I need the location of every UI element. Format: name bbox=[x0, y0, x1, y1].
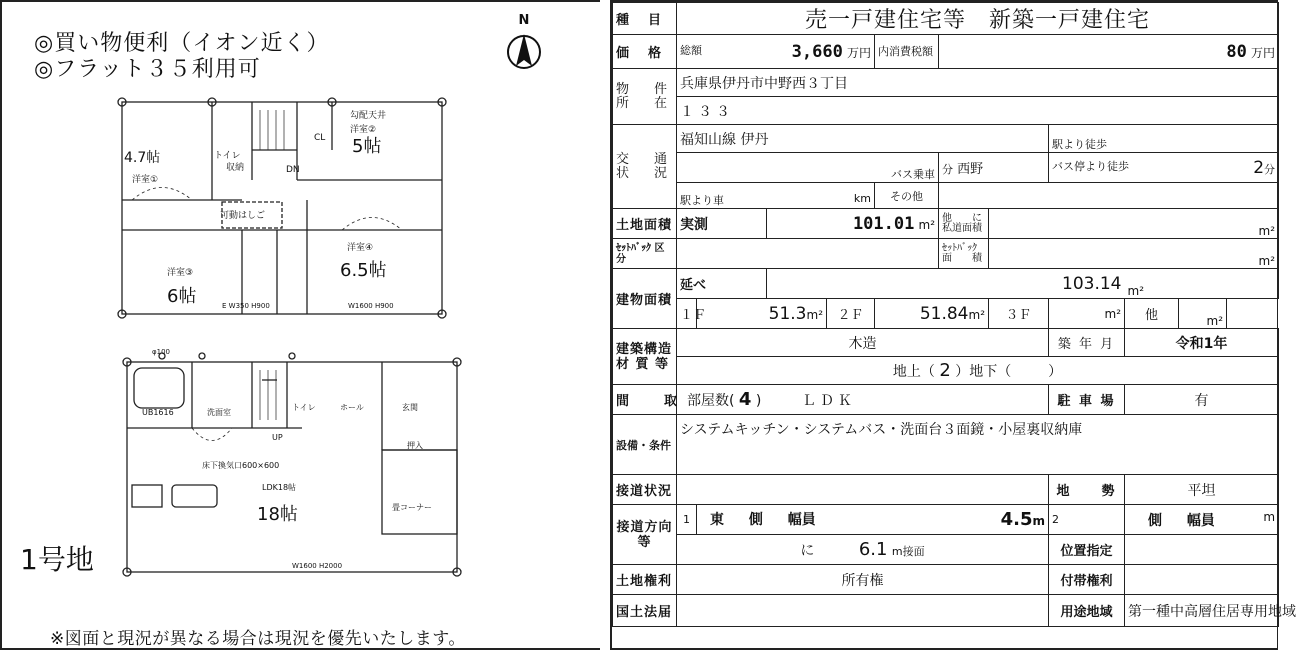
closet-label: 押入 bbox=[407, 441, 423, 450]
ladder-label: 可動はしご bbox=[220, 211, 266, 221]
type-value: 売一戸建住宅等 新築一戸建住宅 bbox=[677, 3, 1279, 35]
other-area-label: 他 bbox=[1125, 299, 1179, 329]
built-value: 令和1年 bbox=[1125, 329, 1279, 357]
built-label: 築 年 月 bbox=[1049, 329, 1125, 357]
upper-storage-label: 収納 bbox=[226, 163, 245, 173]
total-floor-label: 延べ bbox=[677, 269, 767, 299]
rooms-text-b: ) bbox=[755, 393, 762, 409]
setback-label: ｾｯﾄﾊﾞｯｸ 区 分 bbox=[613, 239, 677, 269]
floors-text-c: ） bbox=[1048, 364, 1063, 380]
location-line2: １３３ bbox=[677, 97, 1279, 125]
transport-label: 交 通 状 況 bbox=[613, 125, 677, 209]
row-land bbox=[613, 209, 1279, 239]
line-name: 福知山線 伊丹 bbox=[677, 125, 1049, 153]
row-land-rights bbox=[613, 565, 1279, 595]
row-building-floors bbox=[613, 299, 1279, 329]
up-label: UP bbox=[272, 433, 283, 442]
land-value: 101.01 bbox=[852, 213, 915, 234]
road-width1-unit: m bbox=[1032, 514, 1045, 528]
row-layout bbox=[613, 385, 1279, 415]
lower-floor-plan bbox=[123, 353, 461, 576]
row-type bbox=[613, 3, 1279, 35]
room-d-name: 洋室④ bbox=[347, 243, 374, 253]
lot-number: 1号地 bbox=[20, 543, 94, 576]
row-building-total bbox=[613, 269, 1279, 299]
floors-text-a: 地上（ bbox=[892, 364, 935, 380]
road-no1: 1 bbox=[677, 505, 697, 535]
bus-walk-unit: 分 bbox=[1264, 162, 1276, 176]
tax-unit: 万円 bbox=[1251, 45, 1276, 60]
feature-flat35: ◎フラット３５利用可 bbox=[34, 57, 261, 82]
rooms-count: 4 bbox=[738, 389, 752, 410]
north-label: N bbox=[518, 13, 530, 28]
upper-window-2: E W350 H900 bbox=[222, 302, 270, 310]
room-a-name: 洋室① bbox=[132, 175, 159, 185]
location-label: 物 件 所 在 bbox=[613, 69, 677, 125]
lower-toilet-label: トイレ bbox=[292, 403, 316, 412]
location-line1: 兵庫県伊丹市中野西３丁目 bbox=[677, 69, 1279, 97]
tatami-label: 畳コーナー bbox=[392, 503, 432, 512]
road-dir-label: 接道方向 等 bbox=[613, 505, 677, 565]
row-transport-1 bbox=[613, 125, 1279, 153]
ldk-size: 18帖 bbox=[257, 504, 298, 525]
floors-above: 2 bbox=[939, 360, 951, 381]
terrain-label: 地 勢 bbox=[1049, 475, 1125, 505]
total-floor-m2: m² bbox=[1125, 269, 1279, 299]
station-car: 駅より車 bbox=[680, 194, 724, 207]
setback-area-m2: m² bbox=[989, 239, 1279, 269]
row-transport-3 bbox=[613, 183, 1279, 209]
row-road-status bbox=[613, 475, 1279, 505]
type-label: 種 目 bbox=[613, 3, 677, 35]
road-width1: 4.5 bbox=[1000, 509, 1033, 530]
contact-width: 6.1 bbox=[858, 539, 888, 560]
plan-notice: ※図面と現況が異なる場合は現況を優先いたします。 bbox=[50, 629, 466, 649]
ldk-label: LDK18帖 bbox=[262, 483, 297, 492]
row-price bbox=[613, 35, 1279, 69]
row-road-direction-2 bbox=[613, 535, 1279, 565]
room-c-size: 6帖 bbox=[167, 286, 197, 307]
lower-window: W1600 H2000 bbox=[292, 562, 343, 570]
road-dir1: 東 bbox=[710, 512, 724, 528]
road-width2-unit: m bbox=[1263, 509, 1276, 524]
land-m2: m² bbox=[918, 217, 935, 232]
floors-text-b: ）地下（ bbox=[955, 364, 1012, 380]
contact-text-b: m接面 bbox=[891, 545, 925, 558]
road-no2: 2 bbox=[1049, 505, 1125, 535]
structure-value: 木造 bbox=[677, 329, 1049, 357]
bus-minute: 分 bbox=[942, 163, 953, 176]
private-road-m2: m² bbox=[989, 209, 1279, 239]
rooms-type: ＬＤＫ bbox=[801, 393, 856, 409]
row-national-law bbox=[613, 595, 1279, 627]
attached-rights-label: 付帯権利 bbox=[1049, 565, 1125, 595]
layout-label: 間 取 bbox=[613, 385, 677, 415]
tax-label: 内消費税額 bbox=[875, 35, 939, 69]
road-status-label: 接道状況 bbox=[613, 475, 677, 505]
other-label: その他 bbox=[875, 183, 939, 209]
floor-plans bbox=[102, 90, 492, 610]
row-location-2 bbox=[613, 97, 1279, 125]
f2-m2: m² bbox=[968, 307, 985, 322]
room-c-name: 洋室③ bbox=[167, 268, 194, 278]
land-rights-value: 所有権 bbox=[677, 565, 1049, 595]
land-rights-label: 土地権利 bbox=[613, 565, 677, 595]
row-structure bbox=[613, 329, 1279, 357]
price-unit: 万円 bbox=[846, 45, 871, 60]
equipment-label: 設備・条件 bbox=[613, 415, 677, 475]
room-b-name: 洋室② bbox=[350, 125, 377, 135]
row-setback bbox=[613, 239, 1279, 269]
vent-label: 床下換気口600×600 bbox=[202, 461, 280, 470]
private-road-label: 他 に 私道面積 bbox=[939, 209, 989, 239]
dn-label: DN bbox=[286, 165, 300, 175]
property-details-table bbox=[610, 0, 1296, 650]
other-area-m2: m² bbox=[1179, 299, 1227, 329]
panel-separator bbox=[600, 0, 610, 650]
upper-floor-labels bbox=[124, 109, 394, 310]
row-equipment bbox=[613, 415, 1279, 475]
road-width-label1: 幅員 bbox=[787, 512, 816, 528]
zoning-value: 第一種中高層住居専用地域 bbox=[1125, 595, 1279, 627]
price-total-label: 総額 bbox=[680, 43, 702, 57]
hall-label: ホール bbox=[340, 403, 364, 412]
pipe-label: φ100 bbox=[152, 348, 170, 356]
equipment-value: システムキッチン・システムバス・洗面台３面鏡・小屋裏収納庫 bbox=[677, 415, 1279, 475]
f2-label: ２Ｆ bbox=[827, 299, 875, 329]
f2-value: 51.84 bbox=[919, 303, 969, 324]
f1-m2: m² bbox=[806, 307, 823, 322]
tax-value: 80 bbox=[1226, 41, 1247, 62]
upper-floor-plan bbox=[118, 98, 446, 318]
room-d-size: 6.5帖 bbox=[340, 260, 387, 281]
f1-value: 51.3 bbox=[768, 303, 807, 324]
cl-label: CL bbox=[314, 133, 326, 143]
north-arrow-icon bbox=[502, 12, 546, 74]
position-label: 位置指定 bbox=[1049, 535, 1125, 565]
row-floors bbox=[613, 357, 1279, 385]
structure-label: 建築構造 材 質 等 bbox=[613, 329, 677, 385]
f1-label: １Ｆ bbox=[677, 299, 697, 329]
station-walk: 駅より徒歩 bbox=[1049, 125, 1279, 153]
ceiling-label: 勾配天井 bbox=[350, 111, 387, 121]
terrain-value: 平坦 bbox=[1125, 475, 1279, 505]
bus-walk: バス停より徒歩 bbox=[1052, 159, 1129, 173]
km-unit: km bbox=[853, 192, 871, 205]
national-law-label: 国土法届 bbox=[613, 595, 677, 627]
land-label: 土地面積 bbox=[613, 209, 677, 239]
feature-shopping: ◎買い物便利（イオン近く） bbox=[34, 31, 330, 56]
parking-label: 駐 車 場 bbox=[1049, 385, 1125, 415]
price-value: 3,660 bbox=[791, 41, 843, 62]
f3-m2: m² bbox=[1049, 299, 1125, 329]
upper-toilet-label: トイレ bbox=[214, 151, 241, 161]
washroom-label: 洗面室 bbox=[207, 408, 231, 417]
bus-stop: 西野 bbox=[957, 162, 984, 177]
price-label: 価 格 bbox=[613, 35, 677, 69]
rooms-text-a: 部屋数( bbox=[687, 393, 735, 409]
building-label: 建物面積 bbox=[613, 269, 677, 329]
floor-plan-panel bbox=[0, 0, 600, 650]
land-actual: 実測 bbox=[677, 209, 767, 239]
bus-ride: バス乗車 bbox=[677, 153, 939, 183]
total-floor-value: 103.14 bbox=[1062, 273, 1122, 294]
road-width-label2: 幅員 bbox=[1186, 512, 1215, 529]
row-location-1 bbox=[613, 69, 1279, 97]
room-a-size: 4.7帖 bbox=[124, 150, 161, 166]
f3-label: ３Ｆ bbox=[989, 299, 1049, 329]
entrance-label: 玄関 bbox=[402, 403, 418, 412]
row-transport-2 bbox=[613, 153, 1279, 183]
row-road-direction-1 bbox=[613, 505, 1279, 535]
setback-area-label: ｾｯﾄﾊﾞｯｸ 面 積 bbox=[939, 239, 989, 269]
road-side2: 側 bbox=[1148, 512, 1162, 529]
bath-label: UB1616 bbox=[142, 408, 174, 417]
parking-value: 有 bbox=[1125, 385, 1279, 415]
bus-walk-min: 2 bbox=[1253, 157, 1265, 178]
upper-window-1: W1600 H900 bbox=[348, 302, 394, 310]
zoning-label: 用途地域 bbox=[1049, 595, 1125, 627]
contact-text-a: に bbox=[800, 543, 815, 559]
room-b-size: 5帖 bbox=[352, 136, 382, 157]
road-side1: 側 bbox=[748, 512, 763, 528]
